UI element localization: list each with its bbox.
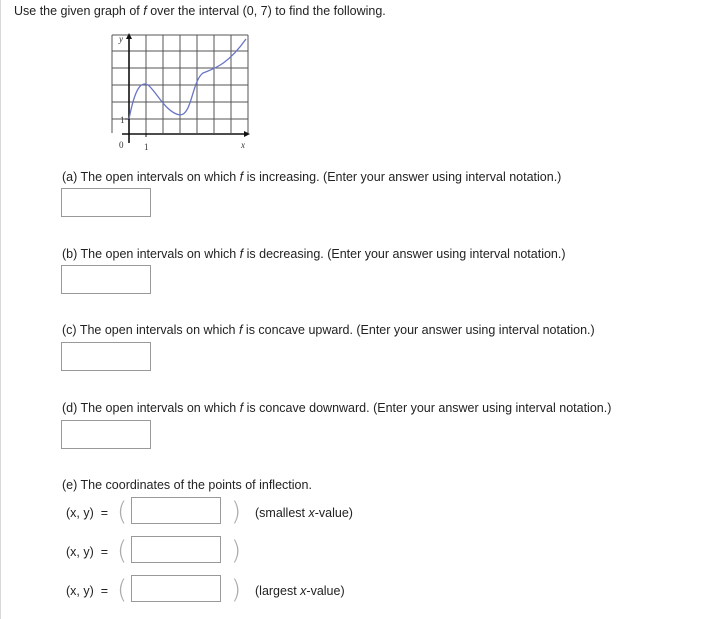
inflection-point-3-input[interactable]	[131, 575, 221, 602]
answer-c-input[interactable]	[61, 342, 151, 371]
y-axis-label: y	[119, 34, 123, 44]
open-paren-2: (	[117, 536, 128, 566]
answer-b-input[interactable]	[61, 265, 151, 294]
y-axis-arrow	[126, 33, 132, 39]
inflection-point-1-input[interactable]	[131, 497, 221, 524]
function-graph	[108, 33, 252, 153]
question-b: (b) The open intervals on which f is decreasing. (Enter your answer using interval notation.)	[62, 247, 566, 261]
inflection-row-3-label: (x, y) =	[66, 584, 109, 598]
close-paren-1: )	[231, 497, 242, 527]
question-c: (c) The open intervals on which f is concave upward. (Enter your answer using interval notation.)	[62, 323, 595, 337]
origin-label: 0	[119, 140, 124, 150]
largest-x-note: (largest x-value)	[255, 584, 345, 598]
answer-d-input[interactable]	[61, 420, 151, 449]
open-paren-3: (	[117, 575, 128, 605]
x-axis-label: x	[241, 140, 245, 150]
y-tick-label: 1	[120, 115, 125, 125]
question-d: (d) The open intervals on which f is concave downward. (Enter your answer using interval notation.)	[62, 401, 612, 415]
inflection-point-2-input[interactable]	[131, 536, 221, 563]
question-e: (e) The coordinates of the points of inflection.	[62, 478, 312, 492]
grid-lines	[112, 35, 248, 133]
close-paren-3: )	[231, 575, 242, 605]
left-border	[0, 0, 1, 619]
x-tick-label: 1	[144, 142, 149, 152]
smallest-x-note: (smallest x-value)	[255, 506, 353, 520]
open-paren-1: (	[117, 497, 128, 527]
answer-a-input[interactable]	[61, 188, 151, 217]
inflection-row-2-label: (x, y) =	[66, 545, 109, 559]
x-axis-arrow	[244, 131, 250, 137]
problem-statement: Use the given graph of f over the interval (0, 7) to find the following.	[14, 4, 386, 18]
inflection-row-1-label: (x, y) =	[66, 506, 109, 520]
question-a: (a) The open intervals on which f is increasing. (Enter your answer using interval notation.)	[62, 170, 562, 184]
close-paren-2: )	[231, 536, 242, 566]
